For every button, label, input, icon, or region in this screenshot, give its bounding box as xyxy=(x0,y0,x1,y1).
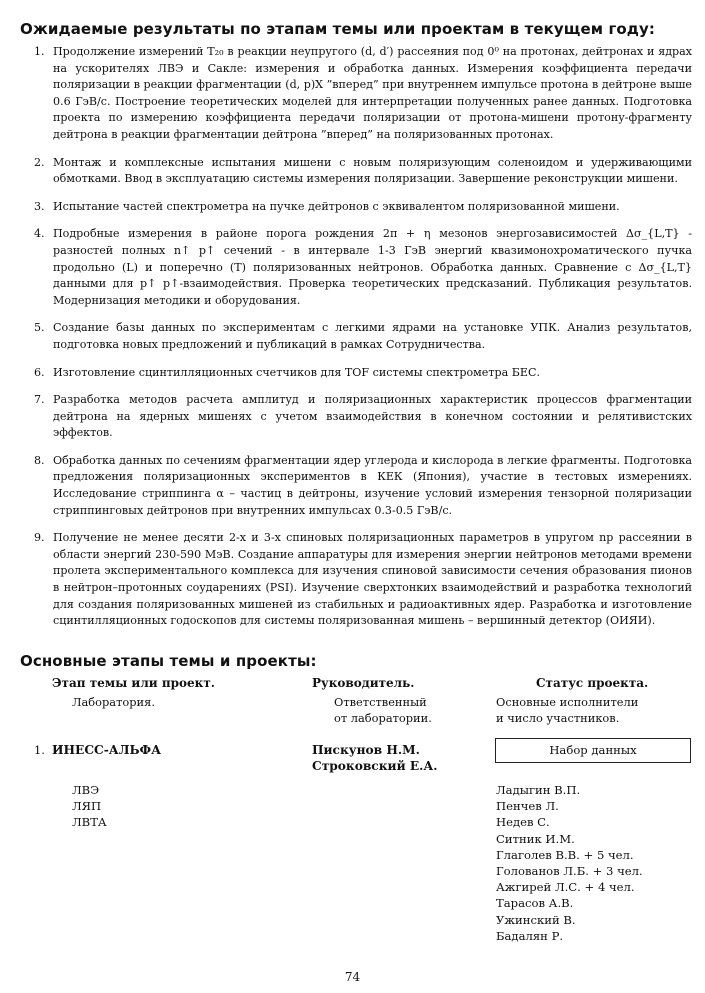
lab-item: ЛВЭ xyxy=(72,783,100,797)
participant-item: Ужинский В. xyxy=(496,912,576,927)
project-leader: Строковский Е.А. xyxy=(312,759,438,773)
result-number: 4. xyxy=(34,227,45,241)
participant-item: Тарасов А.В. xyxy=(496,896,574,911)
participant-item: Ажгирей Л.С. + 4 чел. xyxy=(496,880,635,895)
result-text: Разработка методов расчета амплитуд и поляризационных характеристик процессов фрагментации дейтрона на ядерных мишенях с учетом взаимодействия в конечном состоянии и релятивистских эффектов. xyxy=(53,393,692,440)
result-text: Получение не менее десяти 2-х и 3-х спиновых поляризационных параметров в упругом np рассеянии в области энергий 230-590 МэВ. Создание аппаратуры для измерения энергии нейтронов методами времени пролета экспериментального комплекса для изучения спиновой зависимости сечения образования пионов в нейтрон–протонных соударениях (PSI). Изучение сверхтонких взаимодействий и разработка технологий для создания поляризованных мишеней из стабильных и радиоактивных ядер. Разработка и изготовление сцинтилляционных годоскопов для системы поляризованная мишень – вершинный детектор (ОИЯИ). xyxy=(53,531,692,628)
result-number: 1. xyxy=(34,45,45,58)
result-item xyxy=(20,392,692,442)
result-item xyxy=(20,320,692,353)
result-item xyxy=(20,365,692,382)
participant-item: Голованов Л.Б. + 3 чел. xyxy=(496,864,643,879)
participant-item: Ладыгин В.П. xyxy=(496,783,581,797)
result-number: 9. xyxy=(34,531,45,545)
result-text: Изготовление сцинтилляционных счетчиков для TOF системы спектрометра БЕС. xyxy=(53,365,540,379)
result-text: Обработка данных по сечениям фрагментации ядер углерода и кислорода в легкие фрагменты. Подготовка предложения поляризационных экспериментов в КЕК (Япония), участие в тестовых измерениях. Исследование стриппинга α – частиц в дейтроны, изучение условий измерения тензорной поляризации стриппинговых дейтронов при внутренних импульсах 0.3-0.5 ГэВ/с. xyxy=(53,453,692,517)
result-item xyxy=(20,453,692,519)
participant-item: Пенчев Л. xyxy=(496,799,559,814)
project-name: ИНЕСС-АЛЬФА xyxy=(52,743,162,757)
project-labs xyxy=(72,782,107,831)
result-item xyxy=(20,199,692,216)
result-text: Создание базы данных по экспериментам с легкими ядрами на установке УПК. Анализ результатов, подготовка новых предложений и публикаций в рамках Сотрудничества. xyxy=(53,321,692,351)
participant-item: Ситник И.М. xyxy=(496,831,575,846)
result-text: Монтаж и комплексные испытания мишени с новым поляризующим соленоидом и удерживающими обмотками. Ввод в эксплуатацию системы измерения поляризации. Завершение реконструкции мишени. xyxy=(53,155,692,186)
lab-item: ЛВТА xyxy=(72,815,107,830)
participant-item: Недев С. xyxy=(496,815,550,830)
project-leader: Пискунов Н.М. xyxy=(312,743,420,757)
header-status-sub2: и число участников. xyxy=(496,711,620,725)
lab-item: ЛЯП xyxy=(72,799,102,814)
result-text: Испытание частей спектрометра на пучке дейтронов с эквивалентом поляризованной мишени. xyxy=(53,199,620,213)
section-results-title: Ожидаемые результаты по этапам темы или проектам в текущем году: xyxy=(20,20,655,38)
header-stage: Этап темы или проект. xyxy=(52,676,215,690)
header-status: Статус проекта. xyxy=(536,676,649,690)
result-number: 5. xyxy=(34,321,45,335)
page-number: 74 xyxy=(344,970,361,984)
participant-item: Глаголев В.В. + 5 чел. xyxy=(496,847,634,862)
result-number: 2. xyxy=(34,155,45,169)
result-number: 6. xyxy=(34,365,45,379)
results-list xyxy=(20,44,692,641)
section-stages-title: Основные этапы темы и проекты: xyxy=(20,652,317,670)
header-status-sub1: Основные исполнители xyxy=(496,695,639,709)
project-participants xyxy=(496,782,643,944)
result-number: 7. xyxy=(34,393,45,407)
header-leader: Руководитель. xyxy=(312,676,415,690)
result-number: 3. xyxy=(34,199,45,213)
result-text: Продолжение измерений T₂₀ в реакции неупругого (d, d′) рассеяния под 0⁰ на протонах, дейтронах и ядрах на ускорителях ЛВЭ и Сакле: измерения и обработка данных. Измерения коэффициента передачи поляризации в реакции фрагментации (d, p)X ”вперед” при внутреннем импульсе протона в дейтроне выше 0.6 ГэВ/с. Построение теоретических моделей для интерпретации полученных ранее данных. Подготовка проекта по измерению коэффициента передачи поляризации от протона-мишени протону-фрагменту дейтрона в реакции фрагментации дейтрона ”вперед” на поляризованных протонах. xyxy=(53,45,692,141)
header-leader-sub2: от лаборатории. xyxy=(334,711,432,725)
result-item xyxy=(20,530,692,630)
result-text: Подробные измерения в районе порога рождения 2π + η мезонов энергозависимостей Δσ_{L,T} - разностей полных n↑ p↑ сечений - в интервале 1-3 ГэВ энергий квазимонохроматического пучка продольно (L) и поперечно (T) поляризованных нейтронов. Обработка данных. Сравнение с Δσ_{L,T} данными для p↑ p↑-взаимодействия. Проверка теоретических предсказаний. Публикация результатов. Модернизация методики и оборудования. xyxy=(53,227,692,307)
result-number: 8. xyxy=(34,453,45,467)
result-item xyxy=(20,155,692,188)
header-leader-sub1: Ответственный xyxy=(334,695,427,709)
header-stage-sub: Лаборатория. xyxy=(72,695,155,709)
participant-item: Бадалян Р. xyxy=(496,928,564,943)
result-item xyxy=(20,226,692,309)
project-number: 1. xyxy=(34,743,45,757)
result-item xyxy=(20,44,692,144)
project-status-badge: Набор данных xyxy=(495,738,691,763)
